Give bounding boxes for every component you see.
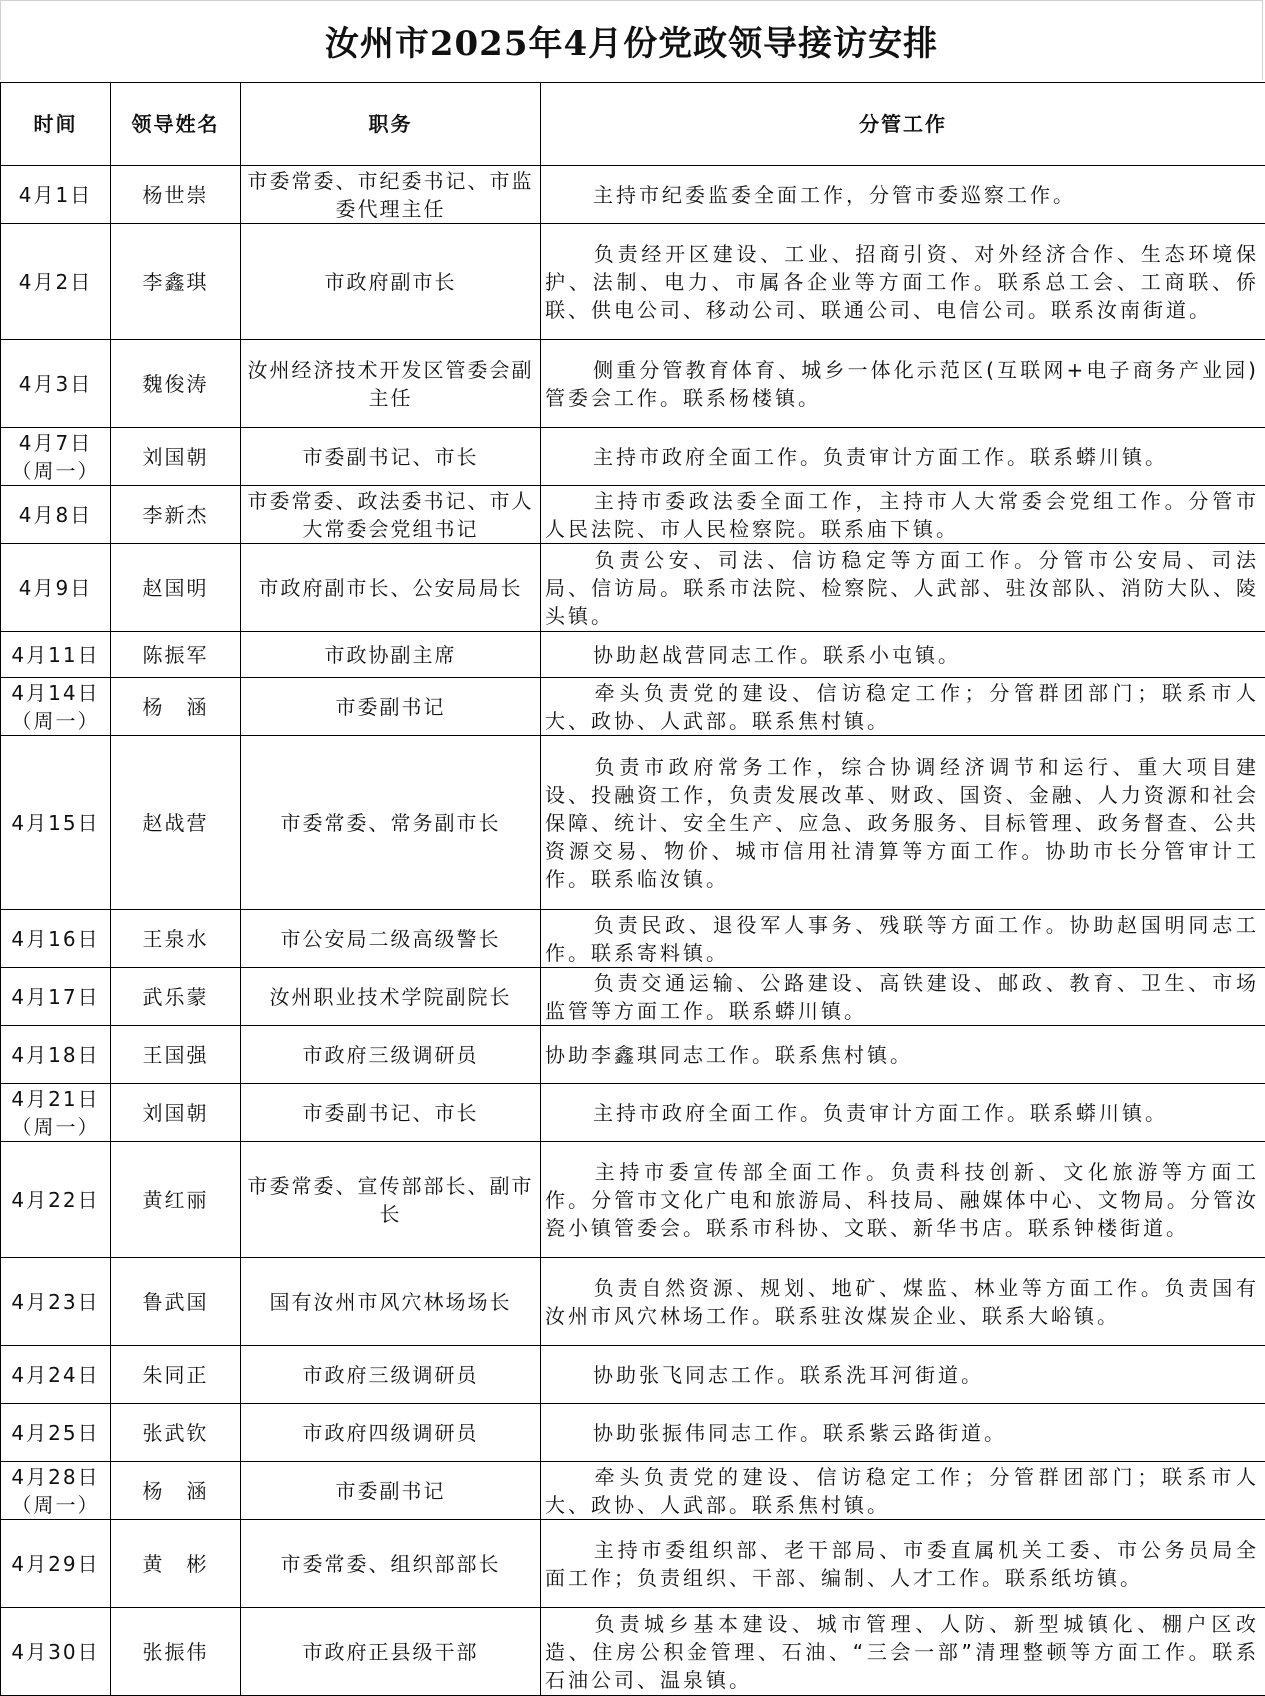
table-row xyxy=(1,1026,1265,1084)
duties-text: 主持市委宣传部全面工作。负责科技创新、文化旅游等方面工作。分管市文化广电和旅游局、科技局、融媒体中心、文物局。分管汝瓷小镇管委会。联系市科协、文联、新华书店。联系钟楼街道。 xyxy=(545,1160,1259,1240)
cell-date xyxy=(1,1346,111,1404)
cell-position: 汝州经济技术开发区管委会副主任 xyxy=(241,340,541,428)
cell-leader-name: 黄红丽 xyxy=(111,1142,241,1258)
cell-duties xyxy=(541,1404,1265,1462)
date-text: 4月1日 xyxy=(5,181,106,209)
cell-duties xyxy=(541,1346,1265,1404)
cell-duties xyxy=(541,544,1265,632)
date-text: 4月3日 xyxy=(5,370,106,398)
cell-position: 市委常委、市纪委书记、市监委代理主任 xyxy=(241,166,541,224)
header-time: 时间 xyxy=(1,83,111,166)
cell-date xyxy=(1,910,111,968)
table-row xyxy=(1,1404,1265,1462)
cell-leader-name: 黄 彬 xyxy=(111,1520,241,1608)
cell-date xyxy=(1,1084,111,1142)
cell-date xyxy=(1,1026,111,1084)
date-text: 4月9日 xyxy=(5,574,106,602)
weekday-note: （周一） xyxy=(5,457,106,485)
duties-text: 侧重分管教育体育、城乡一体化示范区(互联网+电子商务产业园)管委会工作。联系杨楼镇。 xyxy=(545,358,1259,410)
date-text: 4月28日 xyxy=(5,1463,106,1491)
cell-leader-name: 杨 涵 xyxy=(111,1462,241,1520)
table-row xyxy=(1,428,1265,486)
cell-leader-name: 张振伟 xyxy=(111,1608,241,1696)
cell-duties xyxy=(541,1520,1265,1608)
weekday-note: （周一） xyxy=(5,1491,106,1519)
duties-text: 牵头负责党的建设、信访稳定工作；分管群团部门；联系市人大、政协、人武部。联系焦村镇。 xyxy=(545,681,1259,733)
cell-date xyxy=(1,968,111,1026)
cell-duties xyxy=(541,428,1265,486)
duties-text: 负责城乡基本建设、城市管理、人防、新型城镇化、棚户区改造、住房公积金管理、石油、“三会一部”清理整顿等方面工作。联系石油公司、温泉镇。 xyxy=(545,1612,1259,1692)
cell-position: 市政府副市长 xyxy=(241,224,541,340)
table-row xyxy=(1,736,1265,910)
cell-position: 市委常委、宣传部部长、副市长 xyxy=(241,1142,541,1258)
cell-position: 市政协副主席 xyxy=(241,632,541,678)
cell-date xyxy=(1,678,111,736)
header-name: 领导姓名 xyxy=(111,83,241,166)
cell-position: 市公安局二级高级警长 xyxy=(241,910,541,968)
weekday-note: （周一） xyxy=(5,1113,106,1141)
page-title: 汝州市2025年4月份党政领导接访安排 xyxy=(325,16,938,65)
date-text: 4月15日 xyxy=(5,809,106,837)
cell-position: 市政府四级调研员 xyxy=(241,1404,541,1462)
cell-leader-name: 赵战营 xyxy=(111,736,241,910)
cell-date xyxy=(1,1404,111,1462)
table-row xyxy=(1,166,1265,224)
cell-date xyxy=(1,1462,111,1520)
table-row xyxy=(1,486,1265,544)
cell-position: 国有汝州市风穴林场场长 xyxy=(241,1258,541,1346)
cell-duties xyxy=(541,1258,1265,1346)
cell-leader-name: 陈振军 xyxy=(111,632,241,678)
cell-leader-name: 武乐蒙 xyxy=(111,968,241,1026)
date-text: 4月21日 xyxy=(5,1085,106,1113)
duties-text: 负责公安、司法、信访稳定等方面工作。分管市公安局、司法局、信访局。联系市法院、检察院、人武部、驻汝部队、消防大队、陵头镇。 xyxy=(545,548,1259,628)
cell-position: 市政府三级调研员 xyxy=(241,1346,541,1404)
table-row xyxy=(1,340,1265,428)
cell-duties xyxy=(541,678,1265,736)
cell-duties xyxy=(541,968,1265,1026)
date-text: 4月7日 xyxy=(5,429,106,457)
cell-duties xyxy=(541,632,1265,678)
weekday-note: （周一） xyxy=(5,707,106,735)
cell-date xyxy=(1,224,111,340)
duties-text: 主持市委政法委全面工作，主持市人大常委会党组工作。分管市人民法院、市人民检察院。联系庙下镇。 xyxy=(545,489,1259,541)
table-row xyxy=(1,1258,1265,1346)
cell-date xyxy=(1,736,111,910)
cell-leader-name: 魏俊涛 xyxy=(111,340,241,428)
cell-leader-name: 李鑫琪 xyxy=(111,224,241,340)
cell-date xyxy=(1,340,111,428)
date-text: 4月23日 xyxy=(5,1288,106,1316)
duties-text: 主持市委组织部、老干部局、市委直属机关工委、市公务员局全面工作；负责组织、干部、编制、人才工作。联系纸坊镇。 xyxy=(545,1538,1259,1590)
cell-leader-name: 李新杰 xyxy=(111,486,241,544)
cell-duties xyxy=(541,1026,1265,1084)
cell-duties xyxy=(541,224,1265,340)
duties-text: 主持市纪委监委全面工作，分管市委巡察工作。 xyxy=(593,183,1076,207)
cell-leader-name: 鲁武国 xyxy=(111,1258,241,1346)
header-row xyxy=(1,83,1265,166)
date-text: 4月17日 xyxy=(5,983,106,1011)
date-text: 4月24日 xyxy=(5,1361,106,1389)
cell-duties xyxy=(541,1462,1265,1520)
duties-text: 协助李鑫琪同志工作。联系焦村镇。 xyxy=(545,1043,913,1067)
table-row xyxy=(1,968,1265,1026)
cell-duties xyxy=(541,1084,1265,1142)
date-text: 4月16日 xyxy=(5,925,106,953)
duties-text: 协助张飞同志工作。联系洗耳河街道。 xyxy=(593,1363,984,1387)
cell-date xyxy=(1,486,111,544)
date-text: 4月25日 xyxy=(5,1419,106,1447)
cell-position: 市委常委、常务副市长 xyxy=(241,736,541,910)
cell-date xyxy=(1,1520,111,1608)
cell-position: 市委副书记、市长 xyxy=(241,1084,541,1142)
cell-duties xyxy=(541,1608,1265,1696)
duties-text: 牵头负责党的建设、信访稳定工作；分管群团部门；联系市人大、政协、人武部。联系焦村镇。 xyxy=(545,1465,1259,1517)
date-text: 4月11日 xyxy=(5,641,106,669)
table-row xyxy=(1,1346,1265,1404)
cell-position: 市委副书记、市长 xyxy=(241,428,541,486)
schedule-body xyxy=(1,166,1265,1696)
cell-duties xyxy=(541,486,1265,544)
header-duties: 分管工作 xyxy=(541,83,1265,166)
table-row xyxy=(1,1084,1265,1142)
cell-duties xyxy=(541,910,1265,968)
date-text: 4月14日 xyxy=(5,679,106,707)
cell-leader-name: 刘国朝 xyxy=(111,1084,241,1142)
table-row xyxy=(1,678,1265,736)
duties-text: 负责经开区建设、工业、招商引资、对外经济合作、生态环境保护、法制、电力、市属各企业等方面工作。联系总工会、工商联、侨联、供电公司、移动公司、联通公司、电信公司。联系汝南街道。 xyxy=(545,242,1259,322)
cell-duties xyxy=(541,340,1265,428)
cell-duties xyxy=(541,736,1265,910)
cell-position: 汝州职业技术学院副院长 xyxy=(241,968,541,1026)
cell-duties xyxy=(541,1142,1265,1258)
table-row xyxy=(1,632,1265,678)
table-row xyxy=(1,1608,1265,1696)
cell-date xyxy=(1,544,111,632)
duties-text: 负责交通运输、公路建设、高铁建设、邮政、教育、卫生、市场监管等方面工作。联系蟒川镇。 xyxy=(545,971,1259,1023)
header-position: 职务 xyxy=(241,83,541,166)
date-text: 4月2日 xyxy=(5,268,106,296)
table-row xyxy=(1,1142,1265,1258)
cell-leader-name: 杨世崇 xyxy=(111,166,241,224)
cell-position: 市委常委、组织部部长 xyxy=(241,1520,541,1608)
date-text: 4月30日 xyxy=(5,1638,106,1666)
cell-position: 市政府副市长、公安局局长 xyxy=(241,544,541,632)
duties-text: 协助赵战营同志工作。联系小屯镇。 xyxy=(593,643,961,667)
cell-leader-name: 赵国明 xyxy=(111,544,241,632)
table-row xyxy=(1,544,1265,632)
date-text: 4月18日 xyxy=(5,1041,106,1069)
title-cell xyxy=(0,0,1263,80)
cell-position: 市委副书记 xyxy=(241,678,541,736)
cell-leader-name: 王国强 xyxy=(111,1026,241,1084)
table-row xyxy=(1,224,1265,340)
duties-text: 负责市政府常务工作，综合协调经济调节和运行、重大项目建设、投融资工作，负责发展改革、财政、国资、金融、人力资源和社会保障、统计、安全生产、应急、政务服务、目标管理、政务督查、公共资源交易、物价、城市信用社清算等方面工作。协助市长分管审计工作。联系临汝镇。 xyxy=(545,755,1259,891)
duties-text: 协助张振伟同志工作。联系紫云路街道。 xyxy=(593,1421,1007,1445)
cell-date xyxy=(1,428,111,486)
schedule-table xyxy=(0,82,1265,1696)
duties-text: 负责自然资源、规划、地矿、煤监、林业等方面工作。负责国有汝州市风穴林场工作。联系驻汝煤炭企业、联系大峪镇。 xyxy=(545,1276,1259,1328)
table-row xyxy=(1,1462,1265,1520)
date-text: 4月22日 xyxy=(5,1186,106,1214)
duties-text: 负责民政、退役军人事务、残联等方面工作。协助赵国明同志工作。联系寄料镇。 xyxy=(545,913,1259,965)
date-text: 4月29日 xyxy=(5,1550,106,1578)
cell-position: 市政府正县级干部 xyxy=(241,1608,541,1696)
cell-leader-name: 刘国朝 xyxy=(111,428,241,486)
cell-leader-name: 杨 涵 xyxy=(111,678,241,736)
duties-text: 主持市政府全面工作。负责审计方面工作。联系蟒川镇。 xyxy=(593,1101,1168,1125)
cell-date xyxy=(1,1258,111,1346)
cell-date xyxy=(1,166,111,224)
cell-position: 市委副书记 xyxy=(241,1462,541,1520)
table-row xyxy=(1,1520,1265,1608)
cell-date xyxy=(1,1142,111,1258)
cell-leader-name: 王泉水 xyxy=(111,910,241,968)
cell-date xyxy=(1,1608,111,1696)
duties-text: 主持市政府全面工作。负责审计方面工作。联系蟒川镇。 xyxy=(593,445,1168,469)
table-row xyxy=(1,910,1265,968)
cell-date xyxy=(1,632,111,678)
cell-leader-name: 张武钦 xyxy=(111,1404,241,1462)
cell-duties xyxy=(541,166,1265,224)
cell-leader-name: 朱同正 xyxy=(111,1346,241,1404)
date-text: 4月8日 xyxy=(5,501,106,529)
cell-position: 市委常委、政法委书记、市人大常委会党组书记 xyxy=(241,486,541,544)
cell-position: 市政府三级调研员 xyxy=(241,1026,541,1084)
